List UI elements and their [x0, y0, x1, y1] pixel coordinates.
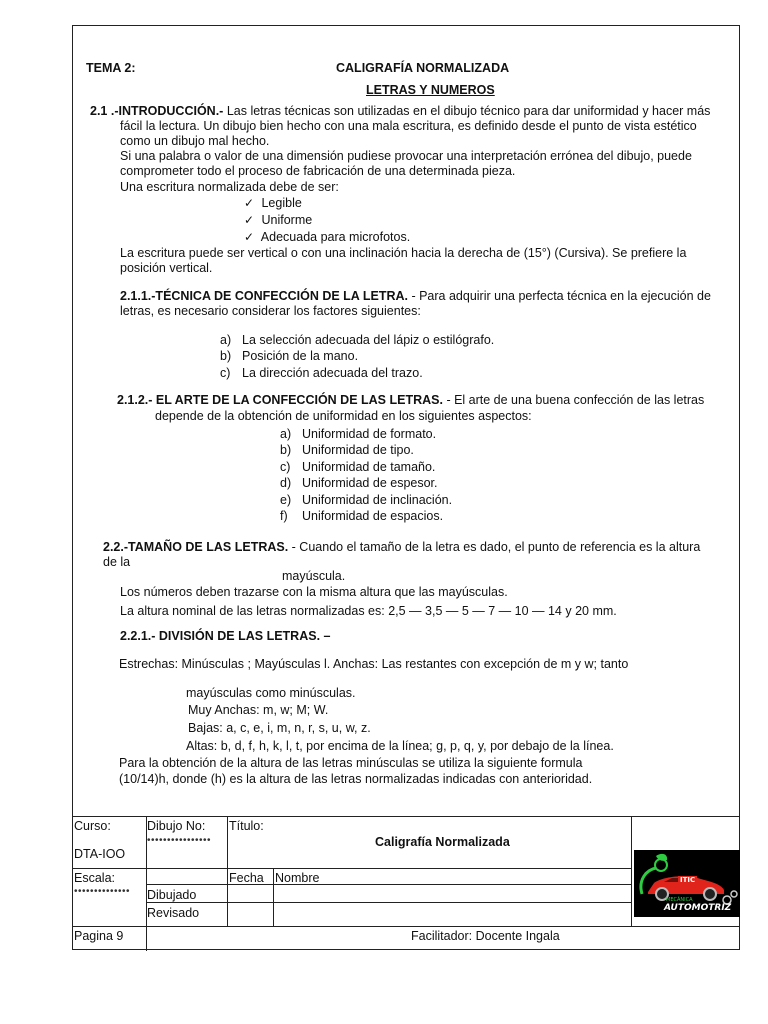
tamano-line-5: La altura nominal de las letras normalizadas es: 2,5 — 3,5 — 5 — 7 — 10 — 14 y 20 mm. — [120, 604, 617, 618]
tamano-line-1: 2.2.-TAMAÑO DE LAS LETRAS. - Cuando el tamaño de la letra es dado, el punto de referencia es la altura — [103, 540, 701, 554]
check-item: ✓ Legible — [244, 196, 302, 210]
nombre-label: Nombre — [275, 871, 320, 885]
intro-line-8: posición vertical. — [120, 261, 213, 275]
page-title: CALIGRAFÍA NORMALIZADA — [336, 61, 510, 75]
checkmark-icon: ✓ — [244, 230, 255, 244]
tecnica-line-1: 2.1.1.-TÉCNICA DE CONFECCIÓN DE LA LETRA. - Para adquirir una perfecta técnica en la ejecución de — [120, 289, 711, 303]
checkmark-icon: ✓ — [244, 213, 255, 227]
logo-badge: ITIC — [680, 876, 696, 884]
dibujo-no-label: Dibujo No: — [147, 819, 206, 833]
intro-line-2: fácil la lectura. Un dibujo bien hecho con una mala escritura, es definido desde el punto de vista estético — [120, 119, 697, 133]
page-number: Pagina 9 — [74, 929, 124, 943]
division-line-2: mayúsculas como minúsculas. — [186, 686, 356, 700]
list-item: a) La selección adecuada del lápiz o estilógrafo. — [220, 333, 495, 347]
titulo-value: Caligrafía Normalizada — [375, 835, 510, 849]
intro-text-1: Las letras técnicas son utilizadas en el dibujo técnico para dar uniformidad y hacer más — [223, 104, 711, 118]
tecnica-line-2: letras, es necesario considerar los factores siguientes: — [120, 304, 421, 318]
division-line-6: Para la obtención de la altura de las letras minúsculas se utiliza la siguiente formula — [119, 756, 583, 770]
tecnica-heading: 2.1.1.-TÉCNICA DE CONFECCIÓN DE LA LETRA. — [120, 289, 408, 303]
list-item: c) Uniformidad de tamaño. — [280, 460, 436, 474]
escala-field[interactable]: •••••••••••••• — [74, 886, 131, 897]
logo-small-text: MECÁNICA — [666, 897, 693, 903]
arte-line-1: 2.1.2.- EL ARTE DE LA CONFECCIÓN DE LAS LETRAS. - El arte de una buena confección de las letras — [117, 393, 705, 407]
arte-line-2: depende de la obtención de uniformidad en los siguientes aspectos: — [155, 409, 532, 423]
logo-text: AUTOMOTRIZ — [664, 903, 732, 913]
tamano-line-4: Los números deben trazarse con la misma altura que las mayúsculas. — [120, 585, 508, 599]
list-item: b) Uniformidad de tipo. — [280, 443, 414, 457]
list-item: d) Uniformidad de espesor. — [280, 476, 438, 490]
tamano-line-3: mayúscula. — [282, 569, 346, 583]
fecha-label: Fecha — [229, 871, 264, 885]
titulo-label: Título: — [229, 819, 264, 833]
dibujo-no-field[interactable]: •••••••••••••••• — [147, 835, 212, 846]
check-item: ✓ Uniforme — [244, 213, 313, 227]
list-item: e) Uniformidad de inclinación. — [280, 493, 453, 507]
check-item: ✓ Adecuada para microfotos. — [244, 230, 411, 244]
escala-label: Escala: — [74, 871, 115, 885]
division-heading: 2.2.1.- DIVISIÓN DE LAS LETRAS. – — [120, 629, 331, 643]
itic-automotriz-logo — [634, 850, 740, 917]
list-item: c) La dirección adecuada del trazo. — [220, 366, 423, 380]
tamano-heading: 2.2.-TAMAÑO DE LAS LETRAS. — [103, 540, 289, 554]
list-item: b) Posición de la mano. — [220, 349, 359, 363]
page-subtitle: LETRAS Y NUMEROS — [366, 83, 495, 97]
intro-line-4: Si una palabra o valor de una dimensión pudiese provocar una interpretación errónea del dibujo, puede — [120, 149, 692, 163]
arte-heading: 2.1.2.- EL ARTE DE LA CONFECCIÓN DE LAS LETRAS. — [117, 393, 443, 407]
revisado-label: Revisado — [147, 906, 200, 920]
division-line-4: Bajas: a, c, e, i, m, n, r, s, u, w, z. — [188, 721, 371, 735]
list-item: a) Uniformidad de formato. — [280, 427, 437, 441]
list-item: f) Uniformidad de espacios. — [280, 509, 444, 523]
facilitador: Facilitador: Docente Ingala — [411, 929, 560, 943]
intro-line-3: como un dibujo mal hecho. — [120, 134, 270, 148]
curso-label: Curso: — [74, 819, 111, 833]
curso-value: DTA-IOO — [74, 847, 126, 861]
division-line-5: Altas: b, d, f, h, k, l, t, por encima de la línea; g, p, q, y, por debajo de la línea. — [186, 739, 614, 753]
division-line-3: Muy Anchas: m, w; M; W. — [188, 703, 329, 717]
intro-line-6: Una escritura normalizada debe de ser: — [120, 180, 339, 194]
division-line-7: (10/14)h, donde (h) es la altura de las letras normalizadas indicadas con anterioridad. — [119, 772, 593, 786]
intro-line-1 — [90, 104, 710, 119]
division-line-1: Estrechas: Minúsculas ; Mayúsculas l. Anchas: Las restantes con excepción de m y w; tanto — [119, 657, 629, 671]
dibujado-label: Dibujado — [147, 888, 197, 902]
intro-heading: 2.1 .-INTRODUCCIÓN.- — [90, 104, 224, 118]
checkmark-icon: ✓ — [244, 196, 255, 210]
title-block — [72, 816, 740, 951]
tamano-line-2: de la — [103, 555, 131, 569]
intro-line-5: comprometer todo el proceso de fabricación de una determinada pieza. — [120, 164, 516, 178]
intro-line-7: La escritura puede ser vertical o con una inclinación hacia la derecha de (15°) (Cursiva). Se prefiere la — [120, 246, 687, 260]
tema-label: TEMA 2: — [86, 61, 136, 75]
